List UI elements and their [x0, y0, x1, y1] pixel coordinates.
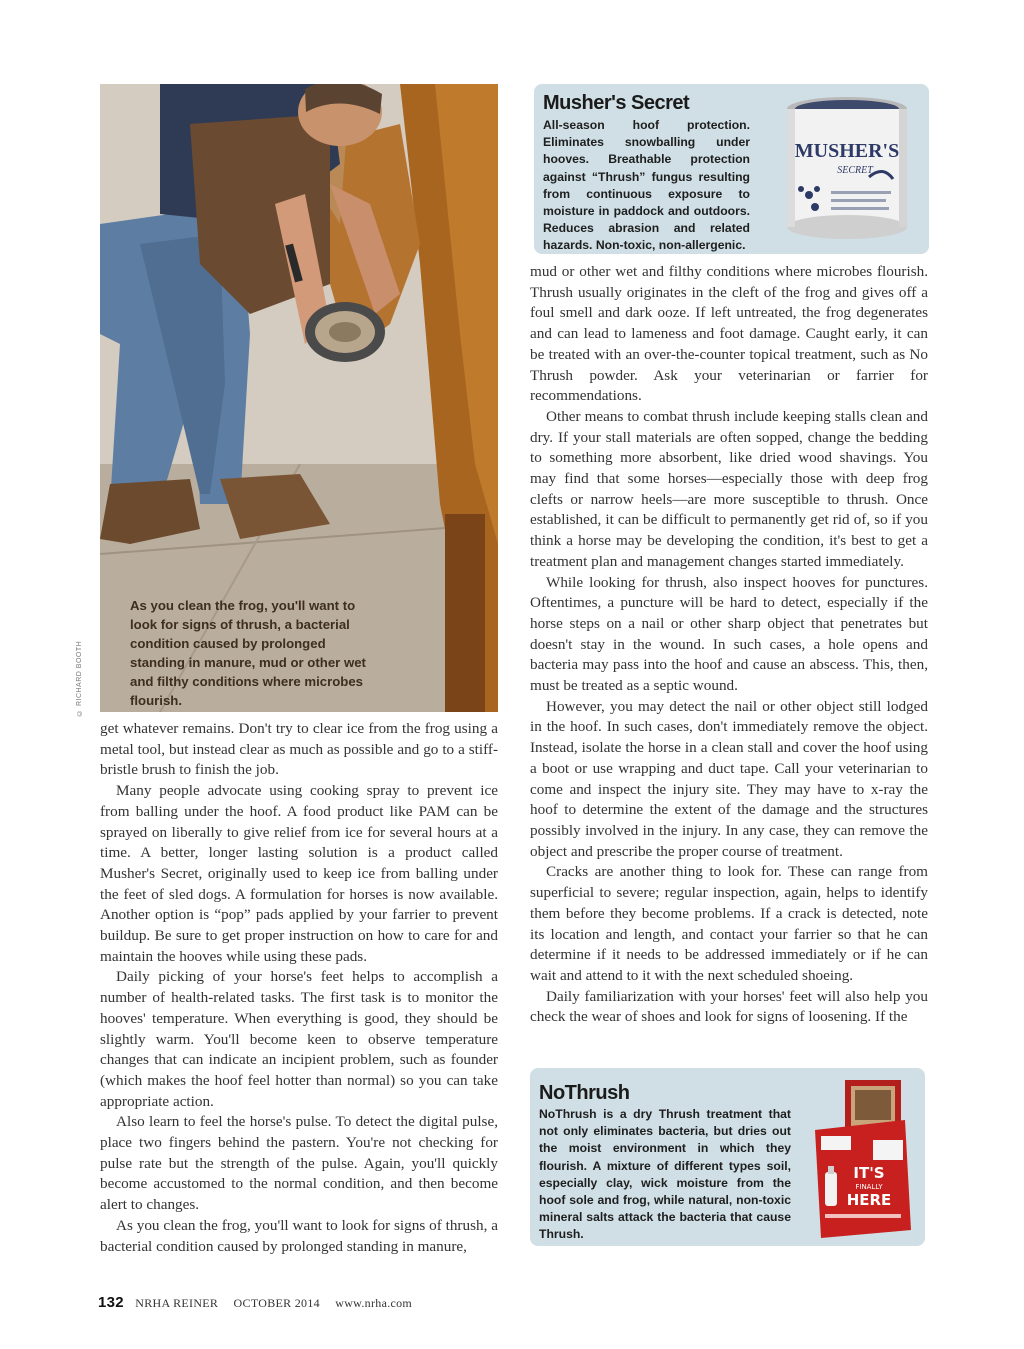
issue-date: OCTOBER 2014: [233, 1296, 320, 1310]
photo-credit: © RICHARD BOOTH: [76, 640, 83, 716]
body-paragraph: Daily picking of your horse's feet helps to accomplish a number of health-related tasks. The first task is to monitor the hooves' temperature. When everything is good, they should be slightly warm. You'll become keen to observe temperature changes that can indicate an incipient problem, such as founder (which makes the hoof feel hotter than normal) so you can take appropriate action.: [100, 968, 498, 1110]
website-link[interactable]: www.nrha.com: [335, 1296, 413, 1310]
left-column-text: [100, 719, 498, 1257]
nothrush-sidebar: [530, 1068, 925, 1246]
display-text-finally: FINALLY: [855, 1183, 883, 1191]
nothrush-display-image: [811, 1080, 915, 1238]
musher-secret-text: All-season hoof protection. Eliminates snowballing under hooves. Breathable protection against “Thrush” fungus resulting from continuous exposure to moisture in paddock and outdoors. Reduces abrasion and related hazards. Non-toxic, non-allergenic.: [543, 118, 750, 253]
tin-sublabel: SECRET: [837, 165, 873, 176]
right-column-text: [530, 262, 928, 1028]
body-paragraph: Cracks are another thing to look for. These can range from superficial to severe; regular inspection, again, helps to identify them before they become problems. If a crack is detected, note its location and length, and contact your farrier so that he can determine if it needs to be addressed immediately or if he can wait and attend to it with the next scheduled shoeing.: [530, 863, 928, 984]
body-paragraph: Other means to combat thrush include keeping stalls clean and dry. If your stall materials are often sopped, change the bedding to something more absorbent, like dried wood shavings. You may find that some horses—especially those with deep frog clefts or narrow heels—are more susceptible to thrush. Once established, it can be difficult to permanently get rid of, so if you think a horse may be developing the condition, it's best to get a treatment plan and management changes started immediately.: [530, 407, 928, 570]
page-footer: [98, 1294, 424, 1311]
tin-label: MUSHER'S: [794, 140, 900, 162]
nothrush-title: NoThrush: [539, 1082, 630, 1104]
body-paragraph: As you clean the frog, you'll want to look for signs of thrush, a bacterial condition caused by prolonged standing in manure,: [100, 1216, 498, 1255]
musher-secret-title: Musher's Secret: [543, 92, 690, 114]
musher-secret-sidebar: [534, 84, 929, 254]
farrier-photo: [100, 84, 498, 712]
photo-caption: As you clean the frog, you'll want to look for signs of thrush, a bacterial condition caused by prolonged standing in manure, mud or other wet and filthy conditions where microbes flourish.: [130, 598, 366, 708]
body-paragraph: However, you may detect the nail or other object still lodged in the hoof. In such cases, don't immediately remove the object. Instead, isolate the horse in a clean stall and cover the hoof using a boot or use wrapping and duct tape. Call your veterinarian to come and inspect the injury site. They may have to x-ray the hoof to determine the extent of the damage and the structures possibly involved in the injury. In any case, they can remove the object and prescribe the proper course of treatment.: [530, 697, 928, 860]
page-number: 132: [98, 1294, 124, 1311]
body-paragraph: While looking for thrush, also inspect hooves for punctures. Oftentimes, a puncture will be hard to detect, especially if the horse steps on a nail or other sharp object that penetrates but doesn't stay in the wound. In such cases, a hole opens and bacteria may pass into the hoof and cause an abscess. This, then, must be treated as a septic wound.: [530, 573, 928, 695]
body-paragraph: Also learn to feel the horse's pulse. To detect the digital pulse, place two fingers behind the pastern. You're not checking for pulse rate but the strength of the pulse. Again, you'll quickly become accustomed to the normal condition, and then become alert to changes.: [100, 1113, 498, 1214]
display-text-its: IT'S: [853, 1164, 885, 1182]
body-paragraph: get whatever remains. Don't try to clear ice from the frog using a metal tool, but instead clear as much as possible and go to a stiff-bristle brush to finish the job.: [100, 720, 498, 779]
body-paragraph: Many people advocate using cooking spray to prevent ice from balling under the hoof. A food product like PAM can be sprayed on liberally to give relief from ice for several hours at a time. A better, longer lasting solution is a product called Musher's Secret, originally used to keep ice from balling under the feet of sled dogs. A formulation for horses is now available. Another option is “pop” pads applied by your farrier to prevent buildup. Be sure to get proper instruction on how to care for and maintain the hooves while using these pads.: [100, 782, 498, 965]
publication-name: NRHA REINER: [135, 1296, 219, 1310]
nothrush-text: NoThrush is a dry Thrush treatment that not only eliminates bacteria, but dries out the moist environment in which they flourish. A mixture of different types soil, especially clay, wick moisture from the hoof sole and frog, while natural, non-toxic mineral salts attack the bacteria that cause Thrush.: [539, 1107, 791, 1242]
body-paragraph: Daily familiarization with your horses' feet will also help you check the wear of shoes and look for signs of loosening. If the: [530, 987, 928, 1026]
musher-secret-tin-image: [781, 95, 913, 243]
display-text-here: HERE: [846, 1191, 892, 1209]
body-paragraph: mud or other wet and filthy conditions where microbes flourish. Thrush usually originates in the cleft of the frog and gives off a foul smell and dark ooze. If left untreated, the frog degenerates and can lead to lameness and foot damage. Caught early, it can be treated with an over-the-counter topical treatment, such as No Thrush powder. Ask your veterinarian or farrier for recommendations.: [530, 263, 928, 405]
